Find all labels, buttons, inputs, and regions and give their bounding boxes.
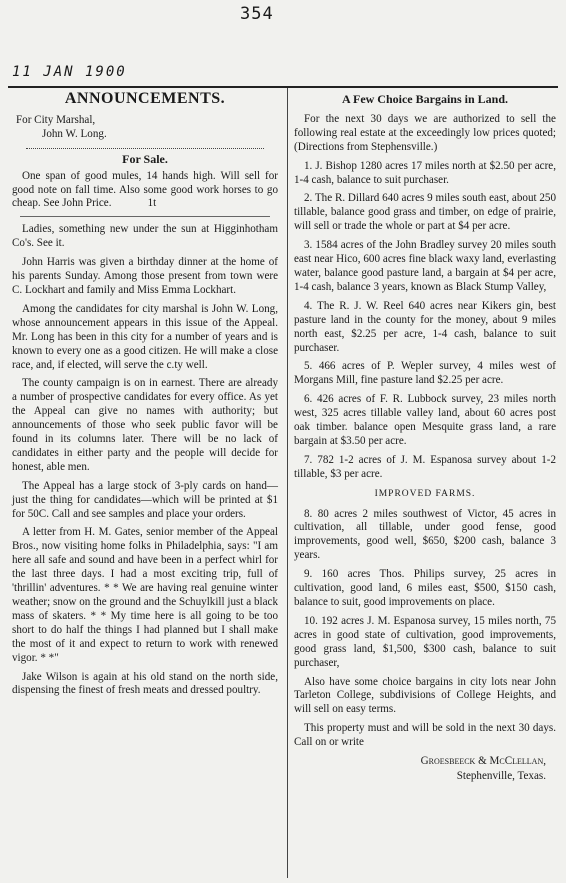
- improved-farms-heading: IMPROVED FARMS.: [374, 488, 476, 499]
- right-column: [294, 92, 556, 784]
- column-divider: [287, 88, 288, 878]
- marshal-label: For City Marshal,: [16, 113, 96, 126]
- closing-city-lots: Also have some choice bargains in city lots near John Tarleton College, subdivisions of College Heights, and will sell on easy terms.: [294, 675, 556, 716]
- item-gates-letter: A letter from H. M. Gates, senior member of the Appeal Bros., now visiting home folks in Philadelphia, says: "I am here all safe and sound and have been in a perfect whirl for the last three days. I had a most exciting trip, full of 'thrillin' adventures. * * We are having real genuine winter weather; snow on the ground and the Schuylkill just a black mass of skaters. * * My time here is all going to be too short to do half the things I had planned but I shall make the most of it and expect to return to work with renewed vigor. * *": [12, 526, 278, 664]
- item-county-campaign: The county campaign is on in earnest. There are already a number of prospective candidates for every office. As yet the Appeal can give no names with authority; but announcements of those who seek public favor will be found in its columns later. There will be no lack of candidates in either party and the people will decide for honest, able men.: [12, 377, 278, 473]
- item-birthday-dinner: John Harris was given a birthday dinner at the home of his parents Sunday. Among those present from town were C. Lockhart and family and Miss Emma Lockhart.: [12, 256, 278, 296]
- section-divider: [20, 216, 270, 217]
- dotted-divider: [26, 148, 264, 149]
- item-jake-wilson: Jake Wilson is again at his old stand on the north side, dispensing the finest of fresh meats and dressed poultry.: [12, 670, 278, 697]
- handwritten-date: 11 JAN 1900: [12, 64, 127, 80]
- item-ladies: Ladies, something new under the sun at Higginhotham Co's. See it.: [12, 223, 278, 250]
- land-item: 3. 1584 acres of the John Bradley survey 20 miles south east near Hico, 600 acres fine black waxy land, everlasting water, balance good pasture land, a bargain at $4 per acre, 1-4 cash, balance 3 years, known as Black Stump Valley,: [294, 239, 556, 293]
- newspaper-clipping: [8, 86, 558, 878]
- for-sale-text: One span of good mules, 14 hands high. Will sell for good note on fall time. Also some good work horses to go cheap. See John Price. 1t: [12, 169, 278, 210]
- land-item: 5. 466 acres of P. Wepler survey, 4 miles west of Morgans Mill, fine pasture land $2.25 per acre.: [294, 360, 556, 387]
- land-item: 6. 426 acres of F. R. Lubbock survey, 23 miles north west, 325 acres tillable valley land, about 60 acres post oak timber. balance open Mesquite grass land, a rare bargain at $3.50 per acre.: [294, 393, 556, 447]
- farm-item: 9. 160 acres Thos. Philips survey, 25 acres in cultivation, good land, 6 miles east, $500, $150 cash, balance to suit, good improvements on place.: [294, 568, 556, 608]
- marshal-name: John W. Long.: [42, 127, 107, 140]
- land-item: 1. J. Bishop 1280 acres 17 miles north at $2.50 per acre, 1-4 cash, balance to suit purchaser.: [294, 159, 556, 186]
- closing-call: This property must and will be sold in the next 30 days. Call on or write: [294, 722, 556, 749]
- land-item: 2. The R. Dillard 640 acres 9 miles south east, about 250 tillable, balance good grass and timber, on edge of prairie, will sell or trade the whole or part at $4 per acre.: [294, 192, 556, 233]
- insertion-mark: 1t: [147, 197, 157, 210]
- item-cards: The Appeal has a large stock of 3-ply cards on hand—just the thing for candidates—which will be printed at $1 for 50C. Call and see samples and place your orders.: [12, 479, 278, 520]
- land-bargains-heading: A Few Choice Bargains in Land.: [341, 92, 509, 106]
- signature-firm: Groesbeeck & McClellan,: [420, 755, 546, 768]
- item-marshal-candidate: Among the candidates for city marshal is John W. Long, whose announcement appears in this issue of the Appeal. Mr. Long has been in this city for a number of years and is known to every one as a good citizen. He will make a close race, and, if elected, will serve the c.ty well.: [12, 302, 278, 371]
- announcements-heading: ANNOUNCEMENTS.: [64, 90, 226, 107]
- left-column: [12, 92, 278, 703]
- farm-item: 10. 192 acres J. M. Espanosa survey, 15 miles north, 75 acres in good state of cultivation, good improvements, good grass land, $1,500, $300 cash, balance to suit purchaser,: [294, 614, 556, 669]
- signature-place: Stephenville, Texas.: [456, 769, 546, 782]
- for-sale-heading: For Sale.: [122, 151, 168, 166]
- land-item: 7. 782 1-2 acres of J. M. Espanosa survey about 1-2 tillable, $3 per acre.: [294, 453, 556, 480]
- land-intro: For the next 30 days we are authorized to sell the following real estate at the exceedingly low prices quoted; (Directions from Stephensville.): [294, 112, 556, 153]
- land-item: 4. The R. J. W. Reel 640 acres near Kikers gin, best pasture land in the county for the money, about 9 miles north east, $2.25 per acre, 1-4 cash, balance to suit purchaser.: [294, 299, 556, 354]
- handwritten-page-number: 354: [240, 4, 274, 24]
- top-rule: [8, 86, 558, 88]
- farm-item: 8. 80 acres 2 miles southwest of Victor, 45 acres in cultivation, all tillable, under good fense, good improvements, good well, $650, $200 cash, balance 3 years.: [294, 507, 556, 562]
